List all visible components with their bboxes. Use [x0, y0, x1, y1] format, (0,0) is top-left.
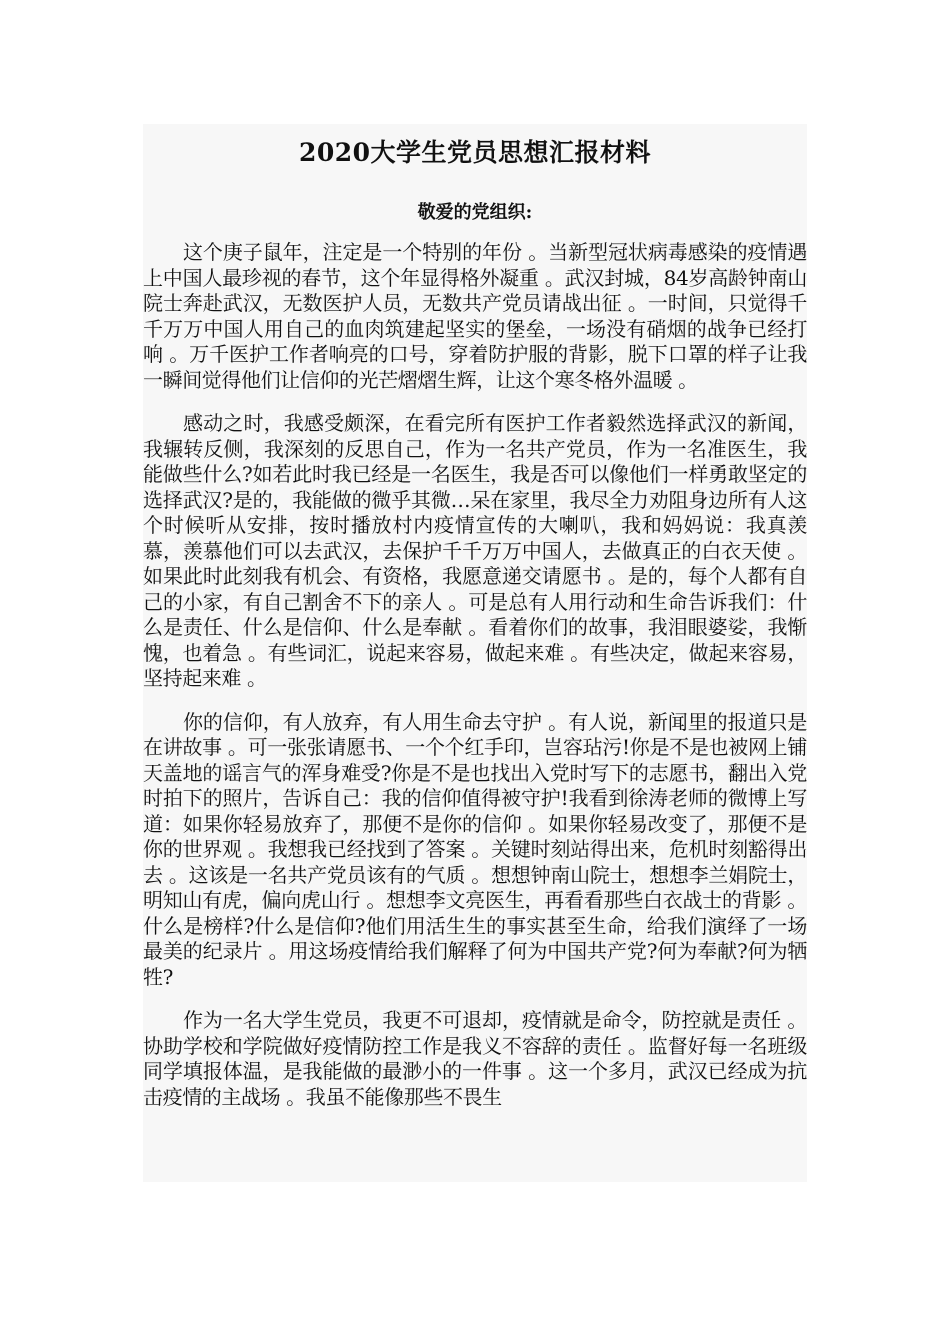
document-body: [143, 240, 807, 1128]
paragraph-2: 感动之时，我感受颇深，在看完所有医护工作者毅然选择武汉的新闻，我辗转反侧，我深刻的反思自己，作为一名共产党员，作为一名准医生，我能做些什么?如若此时我已经是一名医生，我是否可以像他们一样勇敢坚定的选择武汉?是的，我能做的微乎其微…呆在家里，我尽全力劝阻身边所有人这个时候听从安排，按时播放村内疫情宣传的大喇叭，我和妈妈说：我真羡慕，羡慕他们可以去武汉，去保护千千万万中国人，去做真正的白衣天使 。如果此时此刻我有机会、有资格，我愿意递交请愿书 。是的，每个人都有自己的小家，有自己割舍不下的亲人 。可是总有人用行动和生命告诉我们：什么是责任、什么是信仰、什么是奉献 。看着你们的故事，我泪眼婆娑，我惭愧，也着急 。有些词汇，说起来容易，做起来难 。有些决定，做起来容易，坚持起来难 。: [143, 411, 807, 690]
paragraph-1: 这个庚子鼠年，注定是一个特别的年份 。当新型冠状病毒感染的疫情遇上中国人最珍视的春节，这个年显得格外凝重 。武汉封城，84岁高龄钟南山院士奔赴武汉，无数医护人员，无数共产党员请战出征 。一时间，只觉得千千万万中国人用自己的血肉筑建起坚实的堡垒，一场没有硝烟的战争已经打响 。万千医护工作者响亮的口号，穿着防护服的背影，脱下口罩的样子让我一瞬间觉得他们让信仰的光芒熠熠生辉，让这个寒冬格外温暖 。: [143, 240, 807, 392]
document-title: 2020大学生党员思想汇报材料: [298, 138, 652, 167]
document-page: [143, 124, 807, 1182]
paragraph-3: 你的信仰，有人放弃，有人用生命去守护 。有人说，新闻里的报道只是在讲故事 。可一张张请愿书、一个个红手印，岂容玷污!你是不是也被网上铺天盖地的谣言气的浑身难受?你是不是也找出入党时写下的志愿书，翻出入党时拍下的照片，告诉自己：我的信仰值得被守护!我看到徐涛老师的微博上写道：如果你轻易放弃了，那便不是你的信仰 。如果你轻易改变了，那便不是你的世界观 。我想我已经找到了答案 。关键时刻站得出来，危机时刻豁得出去 。这该是一名共产党员该有的气质 。想想钟南山院士，想想李兰娟院士，明知山有虎，偏向虎山行 。想想李文亮医生，再看看那些白衣战士的背影 。什么是榜样?什么是信仰?他们用活生生的事实甚至生命，给我们演绎了一场最美的纪录片 。用这场疫情给我们解释了何为中国共产党?何为奉献?何为牺牲?: [143, 709, 807, 989]
salutation: 敬爱的党组织:: [417, 202, 533, 223]
paragraph-4: 作为一名大学生党员，我更不可退却，疫情就是命令，防控就是责任 。协助学校和学院做好疫情防控工作是我义不容辞的责任 。监督好每一名班级同学填报体温，是我能做的最渺小的一件事 。这一个多月，武汉已经成为抗击疫情的主战场 。我虽不能像那些不畏生: [143, 1008, 807, 1109]
